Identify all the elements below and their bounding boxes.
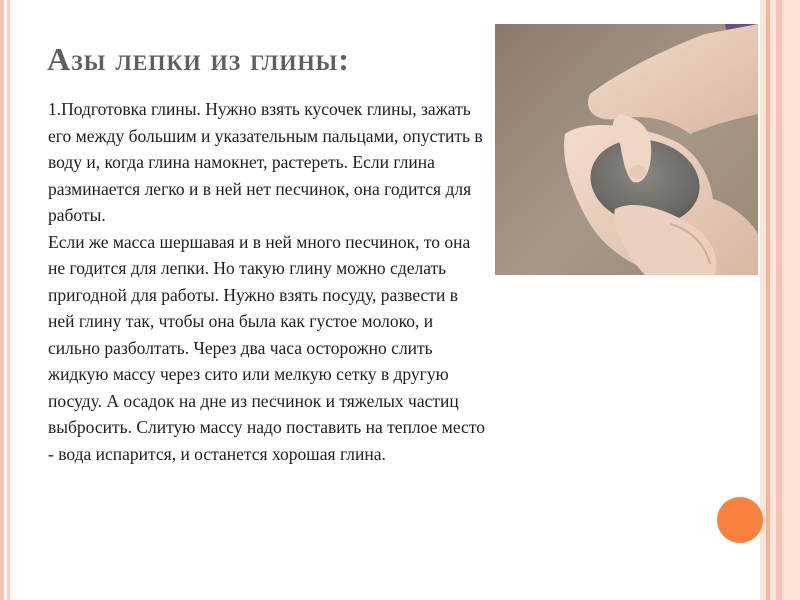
slide-title: Азы лепки из глины: <box>47 41 350 77</box>
slide-body <box>48 96 488 467</box>
paragraph-purification: Если же масса шершавая и в ней много песчинок, то она не годится для лепки. Но такую глину можно сделать пригодной для работы. Нужно взять посуду, развести в ней глину так, чтобы она была как густое молоко, и сильно разболтать. Через два часа осторожно слить жидкую массу через сито или мелкую сетку в другую посуду. А осадок на дне из песчинок и тяжелых частиц выбросить. Слитую массу надо поставить на теплое место - вода испарится, и останется хорошая глина. <box>48 231 485 464</box>
clay-photo <box>495 24 758 275</box>
hands-holding-clay-icon <box>495 24 758 275</box>
accent-circle-icon <box>717 497 763 543</box>
right-decorative-border <box>760 0 800 600</box>
left-decorative-border <box>0 0 14 600</box>
paragraph-preparation: 1.Подготовка глины. Нужно взять кусочек глины, зажать его между большим и указательным пальцами, опустить в воду и, когда глина намокнет, растереть. Если глина разминается легко и в ней нет песчинок, она годится для работы. <box>48 99 483 225</box>
